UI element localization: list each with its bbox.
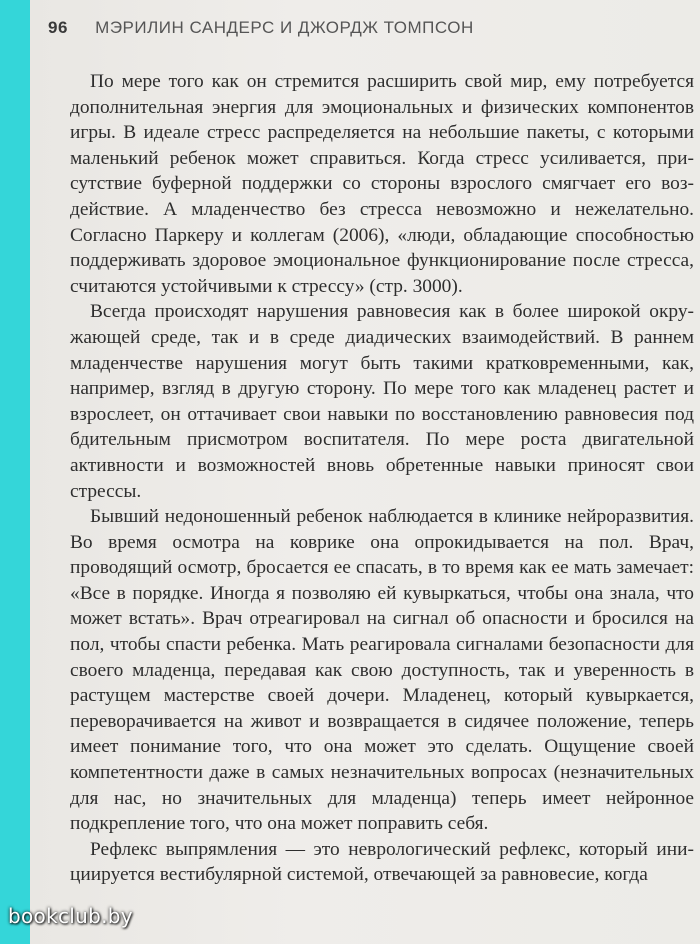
site-watermark: bookclub.by	[8, 904, 133, 928]
page-number: 96	[48, 18, 68, 37]
paragraph-1: По мере того как он стремится расширить свой мир, ему потребуется дополнительная энергия для эмоциональных и физических компонентов игры. В идеале стресс распределяется на небольшие пакеты, с которыми маленький ребенок может справиться. Когда стресс усиливается, присутствие буферной поддержки со стороны взрослого смягчает его воздействие. А младенчество без стресса невозможно и нежелательно. Согласно Паркеру и коллегам (2006), «люди, обладающие способностью поддерживать здоровое эмоциональное функционирование после стресса, считаются устойчивыми к стрессу» (стр. 3000).	[70, 71, 694, 297]
paragraph-3: Бывший недоношенный ребенок наблюдается в клинике нейроразвития. Во время осмотра на коврике она опрокидывается на пол. Врач, проводящий осмотр, бросается ее спасать, в то время как ее мать замечает: «Все в порядке. Иногда я позволяю ей кувыркаться, чтобы она знала, что может встать». Врач отреагировал на сигнал об опасности и бросился на пол, чтобы спасти ребенка. Мать реагировала сигналами безопасности для своего младенца, передавая как свою доступность, так и уверенность в растущем мастерстве своей дочери. Младенец, который кувыркается, переворачивается на живот и возвращается в сидячее положение, теперь имеет понимание того, что она может это сделать. Ощущение своей компетентности даже в самых незначительных вопросах (незначительных для нас, но значительных для младенца) теперь имеет нейронное подкрепление того, что она может поправить себя.	[70, 506, 694, 835]
body-text	[70, 69, 694, 888]
paragraph-4: Рефлекс выпрямления — это неврологический рефлекс, который инициируется вестибулярной системой, отвечающей за равновесие, когда	[70, 838, 694, 886]
paragraph-2: Всегда происходят нарушения равновесия как в более широкой окружающей среде, так и в среде диадических взаимодействий. В раннем младенчестве нарушения могут быть такими кратковременными, как, например, взгляд в другую сторону. По мере того как младенец растет и взрослеет, он оттачивает свои навыки по восстановлению равновесия под бдительным присмотром воспитателя. По мере роста двигательной активности и возможностей вновь обретенные навыки приносят свои стрессы.	[70, 301, 694, 502]
running-header-title: МЭРИЛИН САНДЕРС И ДЖОРДЖ ТОМПСОН	[95, 18, 474, 37]
running-header	[48, 18, 474, 38]
left-edge-strip	[0, 0, 30, 944]
book-page	[30, 0, 700, 944]
